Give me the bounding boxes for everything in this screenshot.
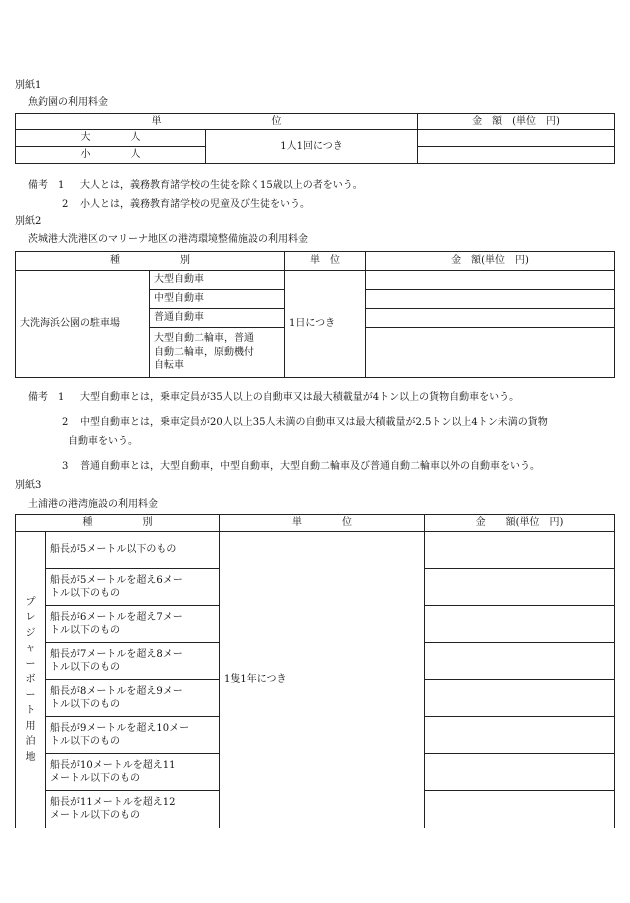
annex1-amount-child <box>418 147 615 164</box>
annex3-row-line: トル以下のもの <box>50 662 120 673</box>
annex2-amount-cell <box>366 271 615 290</box>
annex2-note-2-line2: 自動車をいう。 <box>68 436 138 447</box>
vertical-char: 用 <box>25 720 36 732</box>
annex3-header-amount: 金 額(単位 円) <box>425 515 615 532</box>
annex3-row <box>46 680 220 717</box>
annex2-note-1-prefix: 備考 1 <box>28 392 65 403</box>
annex3-row-line: トル以下のもの <box>50 625 120 636</box>
annex3-row-line: 船長が8メートルを超え9メー <box>50 685 183 697</box>
vertical-char: ジ <box>25 627 36 639</box>
annex1-note-2: 小人とは，義務教育諸学校の児童及び生徒をいう。 <box>80 199 310 210</box>
annex3-row-line: メートル以下のもの <box>50 773 140 784</box>
annex2-facility: 大洗海浜公園の駐車場 <box>16 271 150 378</box>
vertical-char: ボ <box>25 674 36 685</box>
annex2-header-amount: 金 額(単位 円) <box>366 252 615 271</box>
annex3-row-line: 船長が5メートルを超え6メー <box>50 574 183 586</box>
vertical-char: ャ <box>25 643 36 654</box>
annex2-type-motorcycle-line: 大型自動二輪車，普通 <box>154 333 254 345</box>
annex1-header-unit: 単 位 <box>16 114 418 130</box>
annex2-table <box>15 251 615 378</box>
annex2-type-motorcycle-line: 自動二輪車，原動機付 <box>154 346 254 358</box>
annex3-row-line: 船長が9メートルを超え10メー <box>50 722 190 734</box>
annex2-header-unit: 単 位 <box>285 252 366 271</box>
annex3-row-line: 船長が6メートルを超え7メー <box>50 611 183 623</box>
annex1-unit: 1人1回につき <box>206 130 418 164</box>
annex3-row <box>46 643 220 680</box>
annex1-header-amount: 金 額 (単位 円) <box>418 114 615 130</box>
annex3-row <box>46 791 220 828</box>
vertical-char: ト <box>25 705 36 716</box>
annex3-row-line: メートル以下のもの <box>50 810 140 822</box>
annex2-type-large: 大型自動車 <box>150 271 285 290</box>
annex3-amount-cell <box>425 754 615 791</box>
annex3-amount-cell <box>425 532 615 569</box>
annex2-type-standard: 普通自動車 <box>150 309 285 328</box>
annex3-title: 土浦港の港湾施設の利用料金 <box>28 499 158 510</box>
annex3-row-line: 船長が10メートルを超え11 <box>50 759 176 771</box>
annex2-unit: 1日につき <box>285 271 366 378</box>
annex1-row-adult: 大 人 <box>16 130 206 147</box>
annex3-row <box>46 754 220 791</box>
annex3-amount-cell <box>425 791 615 828</box>
annex3-amount-cell <box>425 569 615 606</box>
annex3-row <box>46 532 220 569</box>
annex3-row-line: 船長が7メートルを超え8メー <box>50 648 183 660</box>
annex3-vertical-label <box>16 532 46 828</box>
annex1-row-child: 小 人 <box>16 147 206 164</box>
annex1-note-1-prefix: 備考 1 <box>28 180 65 191</box>
annex1-note-2-prefix: 2 <box>62 199 69 210</box>
annex3-row <box>46 717 220 754</box>
annex3-row-line: 船長が11メートルを超え12 <box>50 796 176 808</box>
annex2-note-3-prefix: 3 <box>62 461 69 472</box>
annex1-table <box>15 113 615 164</box>
vertical-char: 地 <box>25 751 36 763</box>
annex2-note-3: 普通自動車とは，大型自動車，中型自動車，大型自動二輪車及び普通自動二輪車以外の自動車をいう。 <box>80 461 540 472</box>
annex2-header-kind: 種 別 <box>16 252 285 271</box>
annex3-row-line: トル以下のもの <box>50 736 120 747</box>
vertical-char: プ <box>25 596 36 608</box>
annex2-note-2-prefix: 2 <box>62 417 69 428</box>
vertical-char: レ <box>25 612 36 623</box>
annex3-header-kind: 種 別 <box>16 515 220 532</box>
annex3-label: 別紙3 <box>15 480 42 491</box>
annex3-amount-cell <box>425 717 615 754</box>
annex3-row <box>46 569 220 606</box>
annex1-label: 別紙1 <box>15 80 42 91</box>
vertical-char: ー <box>25 689 36 701</box>
annex1-note-1: 大人とは，義務教育諸学校の生徒を除く15歳以上の者をいう。 <box>80 180 363 191</box>
annex2-amount-cell <box>366 309 615 328</box>
annex3-amount-cell <box>425 643 615 680</box>
annex2-note-1: 大型自動車とは，乗車定員が35人以上の自動車又は最大積載量が4トン以上の貨物自動車をいう。 <box>80 392 520 403</box>
annex3-row <box>46 606 220 643</box>
annex2-type-motorcycle <box>150 328 285 378</box>
annex1-title: 魚釣園の利用料金 <box>28 97 108 108</box>
annex3-unit: 1隻1年につき <box>220 532 425 828</box>
annex3-row-line: 船長が5メートル以下のもの <box>50 544 177 556</box>
annex3-amount-cell <box>425 606 615 643</box>
annex2-note-2-line1: 中型自動車とは，乗車定員が20人以上35人未満の自動車又は最大積載量が2.5トン以上4トン未満の貨物 <box>80 417 548 428</box>
annex3-row-line: トル以下のもの <box>50 588 120 599</box>
annex2-amount-cell <box>366 290 615 309</box>
annex3-row-line: トル以下のもの <box>50 699 120 710</box>
vertical-char: ー <box>25 658 36 670</box>
annex2-amount-cell <box>366 328 615 378</box>
annex1-amount-adult <box>418 130 615 147</box>
annex3-amount-cell <box>425 680 615 717</box>
annex3-header-unit: 単 位 <box>220 515 425 532</box>
annex2-type-motorcycle-line: 自転車 <box>154 360 184 372</box>
annex3-table <box>15 514 615 828</box>
annex2-label: 別紙2 <box>15 216 42 227</box>
vertical-char: 泊 <box>25 736 36 747</box>
annex2-type-medium: 中型自動車 <box>150 290 285 309</box>
annex2-title: 茨城港大洗港区のマリーナ地区の港湾環境整備施設の利用料金 <box>28 234 308 245</box>
